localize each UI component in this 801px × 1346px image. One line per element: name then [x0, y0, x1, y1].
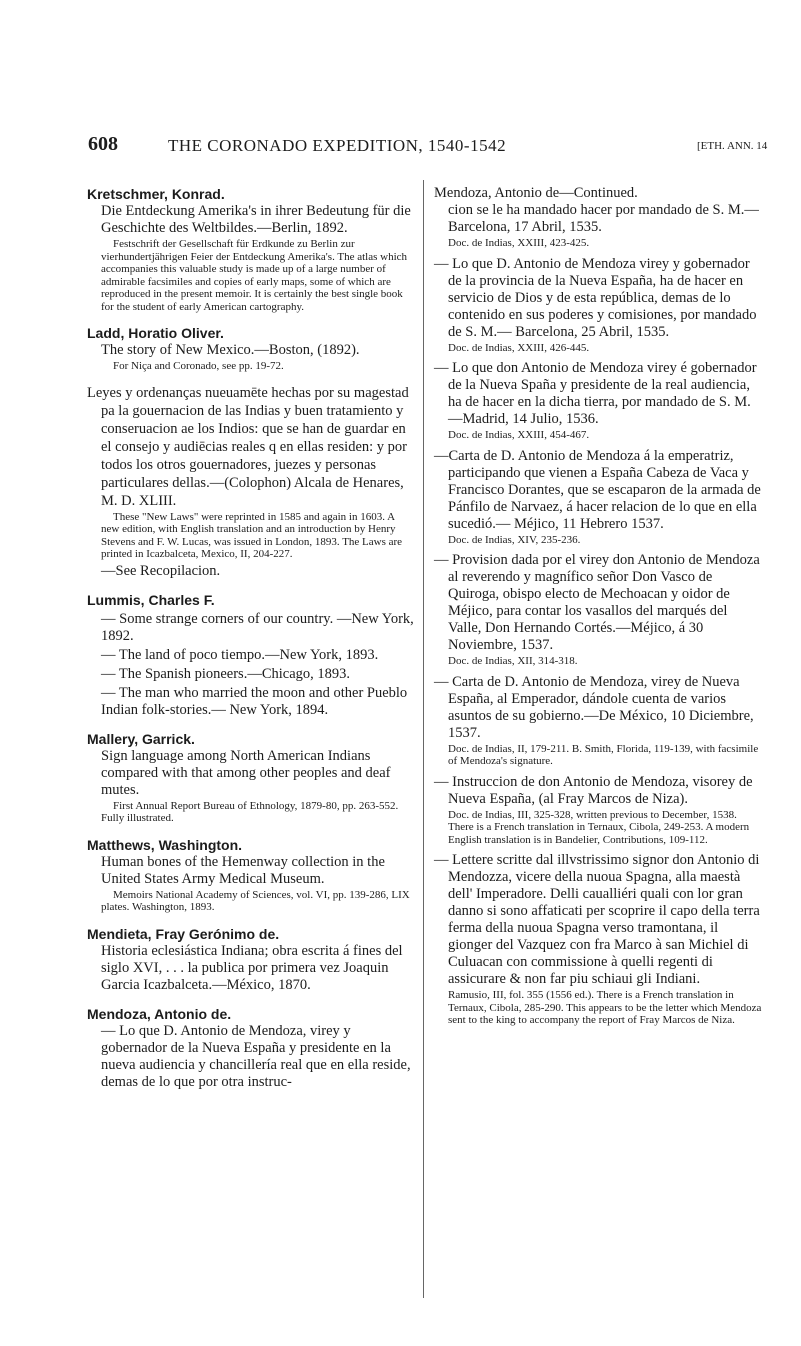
entry-author: Kretschmer, Konrad.	[87, 186, 225, 202]
left-column	[87, 185, 415, 1102]
entry-title: — Lettere scritte dal illvstrissimo signor don Antonio di Mendozza, vicere della nuoua Spagna, alla maestà dell' Imperadore. Delli caualliéri quali con lor gran danno si sono affaticati per scoprire il capo della terra ferma della nuoua Spagna verso tramontana, il gionger del Vazquez con fra Marco à san Michiel di Culuacan con commissione à quelli regenti di assicurare & non far piu schiaui gli Indiani.	[434, 852, 760, 987]
continued-heading: Mendoza, Antonio de—Continued.	[434, 185, 638, 201]
list-item	[434, 774, 764, 847]
entry-citation: Doc. de Indias, XXIII, 423-425.	[448, 237, 590, 249]
entry-citation: Doc. de Indias, XXIII, 426-445.	[448, 341, 590, 354]
entry-note: Memoirs National Academy of Sciences, vol. VI, pp. 139-286, LIX plates. Washington, 1893.	[101, 888, 410, 913]
entry-work: — The land of poco tiempo.—New York, 1893.	[101, 646, 379, 663]
entry-work: — Some strange corners of our country. —New York, 1892.	[101, 610, 414, 644]
entry-mendieta	[87, 925, 415, 994]
entry-title: — Lo que D. Antonio de Mendoza, virey y gobernador de la Nueva España y presidente en la nueva audiencia y chancillería real que en ella reside, demas de lo que por otra instruc-	[101, 1022, 411, 1090]
list-item	[434, 674, 764, 768]
entry-title: Historia eclesiástica Indiana; obra escrita á fines del siglo XVI, . . . la publica por primera vez Joaquin Garcia Icazbalceta.—México, 1870.	[101, 942, 403, 993]
entry-author: Matthews, Washington.	[87, 836, 243, 853]
entry-note: These "New Laws" were reprinted in 1585 and again in 1603. A new edition, with English translation and an introduction by Henry Stevens and F. W. Lucas, was issued in London, 1893. The Laws are printed in Icazbalceta, Mexico, II, 204-227.	[101, 510, 403, 560]
entry-author: Ladd, Horatio Oliver.	[87, 325, 224, 341]
entry-author: Mendieta, Fray Gerónimo de.	[87, 925, 280, 942]
entry-title: — Lo que D. Antonio de Mendoza virey y gobernador de la provincia de la Nueva España, ha de hacer en servicio de Dios y de esta república, demas de lo contenido en sus poderes y comisiones, por mandado de S. M.— Barcelona, 25 Abril, 1535.	[434, 255, 757, 340]
entry-title: Human bones of the Hemenway collection in the United States Army Medical Museum.	[101, 853, 385, 887]
entry-mendoza	[87, 1005, 415, 1091]
entry-leyes	[87, 384, 415, 580]
entry-title: Sign language among North American Indians compared with that among other peoples and deaf mutes.	[101, 747, 391, 798]
entry-author: Mendoza, Antonio de.	[87, 1005, 232, 1022]
list-item	[434, 552, 764, 668]
entry-title: — Lo que don Antonio de Mendoza virey é gobernador de la Nueva Spaña y presidente de la real audiencia, ha de hacer en la dicha tierra, por mandado de S. M.—Madrid, 14 Julio, 1536.	[434, 360, 757, 427]
entry-work: — The man who married the moon and other Pueblo Indian folk-stories.— New York, 1894.	[101, 684, 408, 718]
list-item	[434, 256, 764, 355]
column-divider	[423, 180, 424, 1298]
entry-note: For Niça and Coronado, see pp. 19-72.	[113, 360, 284, 372]
entry-see-also: —See Recopilacion.	[101, 562, 221, 579]
entry-note: Festschrift der Gesellschaft für Erdkunde zu Berlin zur vierhundertjährigen Feier der Entdeckung Amerika's. The atlas which accompanies this valuable study is made up of a large number of admirable facsimiles and copies of early maps, some of which are reproduced in the present memoir. It is certainly the best single book for the student of early American cartography.	[101, 238, 408, 313]
entry-ladd	[87, 324, 415, 373]
entry-author: Mallery, Garrick.	[87, 730, 195, 747]
running-title: THE CORONADO EXPEDITION, 1540-1542	[168, 136, 507, 155]
entry-citation: Doc. de Indias, XIV, 235-236.	[448, 533, 581, 546]
entry-title: — Instruccion de don Antonio de Mendoza, visorey de Nueva España, (al Fray Marcos de Niza).	[434, 773, 753, 807]
entry-title: —Carta de D. Antonio de Mendoza á la emperatriz, participando que vienen a España Cabeza de Vaca y Francisco Dorantes, que se escaparon de la armada de Pánfilo de Narvaez, á hacer relacion de lo que en ella sucedió.— Méjico, 11 Hebrero 1537.	[434, 447, 761, 532]
entry-title: cion se le ha mandado hacer por mandado de S. M.—Barcelona, 17 Abril, 1535.	[448, 202, 759, 235]
entry-kretschmer	[87, 185, 415, 313]
entry-title: Die Entdeckung Amerika's in ihrer Bedeutung für die Geschichte des Weltbildes.—Berlin, 1892.	[101, 203, 411, 236]
entry-lummis	[87, 591, 415, 719]
entry-mallery	[87, 730, 415, 825]
entry-citation: Doc. de Indias, XII, 314-318.	[448, 655, 578, 667]
list-item	[434, 852, 764, 1027]
entry-citation: Doc. de Indias, III, 325-328, written previous to December, 1538. There is a French translation in Ternaux, Cibola, 249-253. A modern English translation is in Bandelier, Contributions, 109-112.	[448, 808, 750, 846]
entry-title: — Carta de D. Antonio de Mendoza, virey de Nueva España, al Emperador, dándole cuenta de varios asuntos de su gobierno.—De México, 10 Diciembre, 1537.	[434, 673, 754, 741]
entry-mendoza-continued	[434, 185, 764, 250]
entry-citation: Doc. de Indias, II, 179-211. B. Smith, Florida, 119-139, with facsimile of Mendoza's signature.	[448, 742, 759, 767]
list-item	[434, 448, 764, 547]
entry-title: Leyes y ordenanças nueuamēte hechas por su magestad pa la gouernacion de las Indias y buen tratamiento y conseruacion ae los Indios: que se han de guardar en el consejo y audiēcias reales q en ellas residen: y por todos los otros gouernadores, juezes y personas particulares dellas.—(Colophon) Alcala de Henares, M. D. XLIII.	[87, 384, 409, 509]
entry-author: Lummis, Charles F.	[87, 591, 215, 608]
entry-citation: Ramusio, III, fol. 355 (1556 ed.). There is a French translation in Ternaux, Cibola, 285-290. This appears to be the letter which Mendoza sent to the king to accompany the report of Fray Marcos de Niza.	[448, 989, 762, 1026]
entry-work: — The Spanish pioneers.—Chicago, 1893.	[101, 665, 351, 682]
list-item	[434, 360, 764, 442]
entry-title: The story of New Mexico.—Boston, (1892).	[101, 342, 360, 358]
page-number: 608	[88, 133, 118, 155]
entry-citation: Doc. de Indias, XXIII, 454-467.	[448, 429, 590, 441]
entry-title: — Provision dada por el virey don Antonio de Mendoza al reverendo y magnífico señor Don Vasco de Quiroga, obispo electo de Mechoacan y oidor de Méjico, para contar los vasallos del marqués del Valle, Don Hernando Cortés.—Méjico, á 30 Noviembre, 1537.	[434, 552, 760, 653]
entry-note: First Annual Report Bureau of Ethnology, 1879-80, pp. 263-552. Fully illustrated.	[101, 799, 399, 824]
section-tag: [ETH. ANN. 14	[697, 140, 768, 152]
entry-matthews	[87, 836, 415, 914]
right-column	[434, 185, 764, 1033]
